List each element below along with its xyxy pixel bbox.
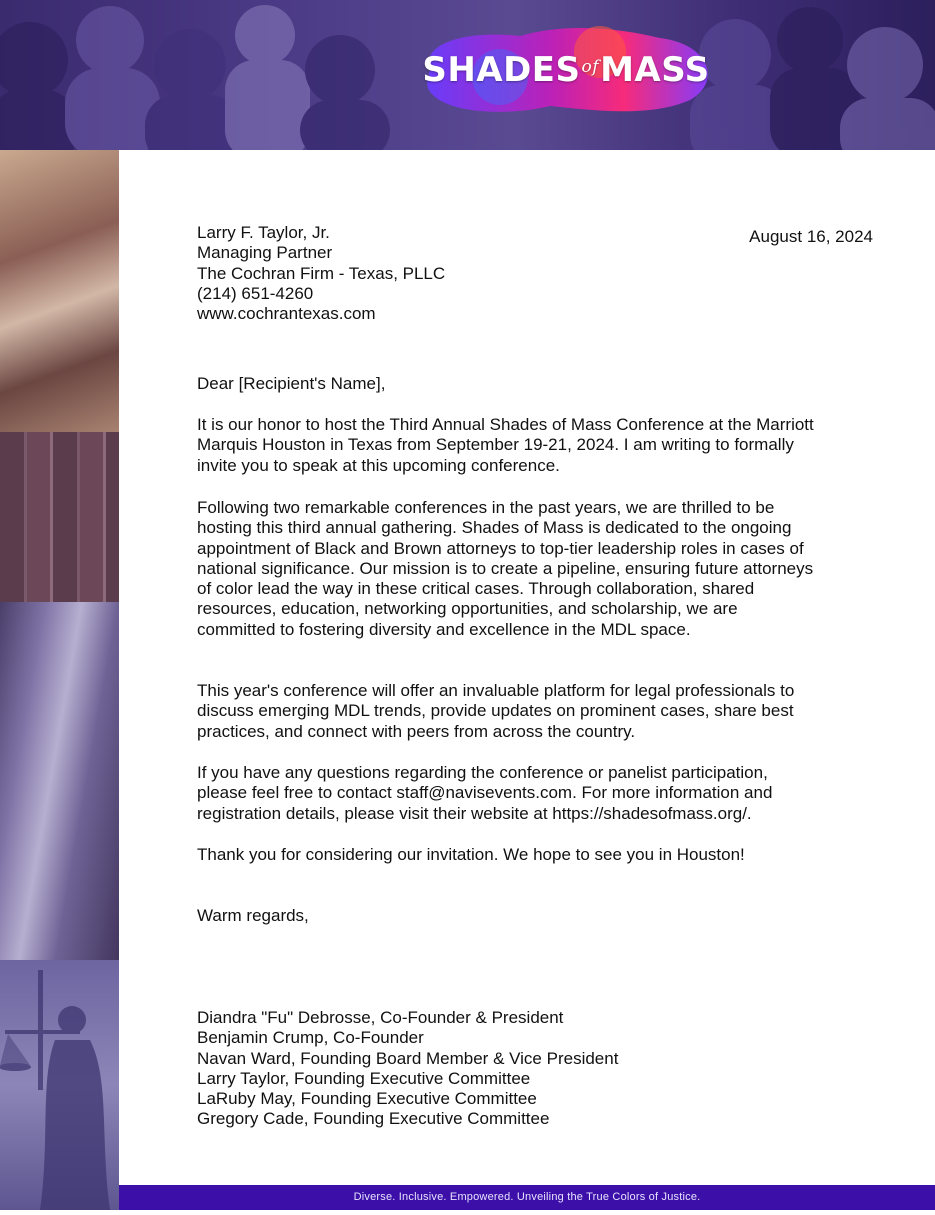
paragraph-conference [197, 681, 794, 742]
text-line: Following two remarkable conferences in the past years, we are thrilled to be [197, 498, 775, 517]
paragraph-mission [197, 498, 813, 640]
courthouse-columns-photo [0, 602, 119, 960]
text-line: This year's conference will offer an invaluable platform for legal professionals to [197, 681, 795, 700]
paragraph-thanks: Thank you for considering our invitation. We hope to see you in Houston! [197, 845, 745, 864]
law-books-photo [0, 432, 119, 602]
text-line: invite you to speak at this upcoming conference. [197, 455, 560, 475]
faces-photo [0, 150, 119, 432]
text-line: hosting this third annual gathering. Shades of Mass is dedicated to the ongoing [197, 518, 792, 538]
text-line: practices, and connect with peers from across the country. [197, 721, 636, 741]
footer-tagline: Diverse. Inclusive. Empowered. Unveiling the True Colors of Justice. [119, 1185, 935, 1210]
closing: Warm regards, [197, 906, 309, 925]
sender-block [197, 223, 445, 324]
text-line: resources, education, networking opportunities, and scholarship, we are [197, 599, 738, 619]
text-line: committed to fostering diversity and excellence in the MDL space. [197, 619, 691, 639]
paragraph-contact [197, 763, 772, 824]
text-line: It is our honor to host the Third Annual Shades of Mass Conference at the Marriott [197, 415, 814, 434]
signer: LaRuby May, Founding Executive Committee [197, 1089, 537, 1109]
lady-justice-statue-photo [0, 960, 119, 1210]
text-line: registration details, please visit their website at https://shadesofmass.org/. [197, 803, 752, 823]
text-line: please feel free to contact staff@navisevents.com. For more information and [197, 783, 773, 803]
paragraph-intro [197, 415, 814, 476]
sender-phone: (214) 651-4260 [197, 283, 314, 303]
shades-of-mass-logo [410, 22, 720, 118]
text-line: If you have any questions regarding the conference or panelist participation, [197, 763, 768, 782]
text-line: Marquis Houston in Texas from September 19-21, 2024. I am writing to formally [197, 435, 794, 455]
header-banner [0, 0, 935, 150]
text-line: national significance. Our mission is to create a pipeline, ensuring future attorneys [197, 558, 814, 578]
logo-wordmark: $SHADES^{of}MASS$ [422, 50, 710, 90]
left-image-strip [0, 150, 119, 1210]
signer: Benjamin Crump, Co-Founder [197, 1028, 424, 1048]
text-line: discuss emerging MDL trends, provide updates on prominent cases, share best [197, 701, 794, 721]
salutation: Dear [Recipient's Name], [197, 374, 386, 393]
signer: Navan Ward, Founding Board Member & Vice President [197, 1048, 619, 1068]
text-line: of color lead the way in these critical cases. Through collaboration, shared [197, 579, 755, 599]
sender-website: www.cochrantexas.com [197, 304, 376, 324]
signers-list [197, 1008, 618, 1130]
scales-of-justice-icon [0, 960, 119, 1210]
signer: Gregory Cade, Founding Executive Committee [197, 1109, 550, 1129]
sender-name: Larry F. Taylor, Jr. [197, 223, 330, 242]
sender-title: Managing Partner [197, 243, 333, 263]
signer: Larry Taylor, Founding Executive Committee [197, 1068, 531, 1088]
letter-date: August 16, 2024 [749, 227, 873, 246]
sender-firm: The Cochran Firm - Texas, PLLC [197, 263, 446, 283]
signer: Diandra "Fu" Debrosse, Co-Founder & President [197, 1008, 564, 1027]
text-line: appointment of Black and Brown attorneys to top-tier leadership roles in cases of [197, 538, 804, 558]
